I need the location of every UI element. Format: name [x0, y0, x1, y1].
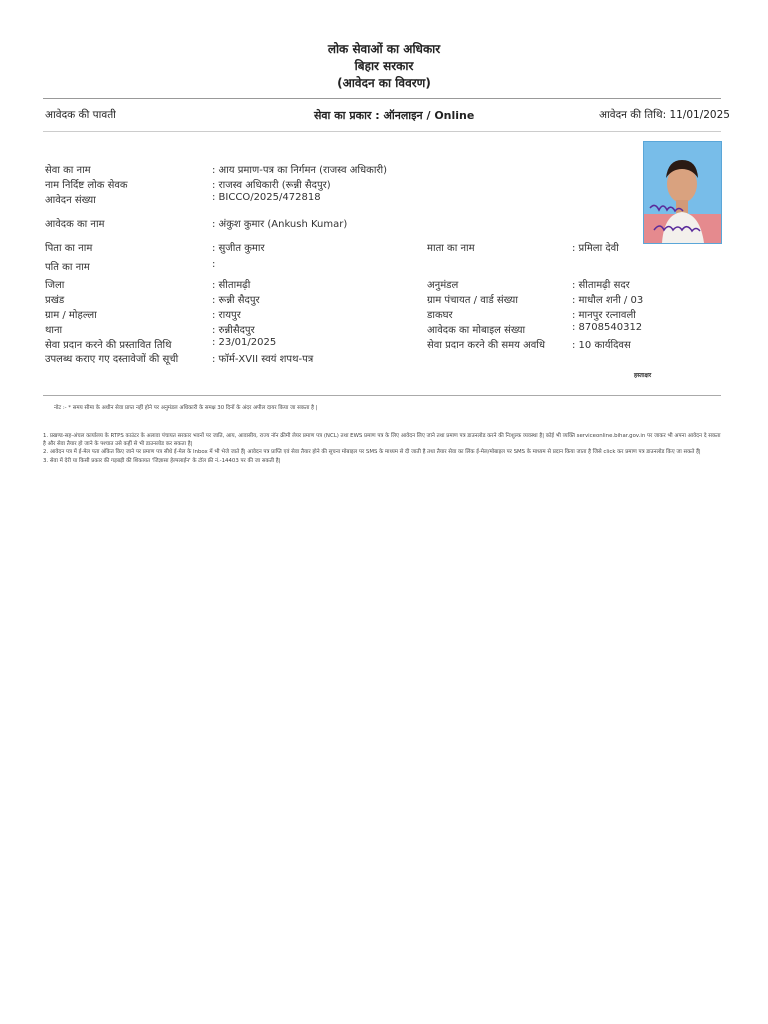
footnote-2: 2. आवेदन पत्र में ई-मेल पता अंकित किए जाने पर प्रमाण पत्र सीधे ई-मेल के Inbox में भी भेजे जाते हैं| आवेदन पत्र प्राप्ति एवं सेवा तैयार होने की सूचना मोबाइल पर SMS के माध्यम से दी जाती है तथा तैयार सेवा का लिंक ई-मेल/मोबाइल पर SMS के माध्यम से प्रदान किया जाता है जिसे click कर प्रमाण पत्र डाउनलोड किए जा सकते हैं| — [43, 449, 701, 456]
father-name-label: पिता का नाम — [45, 243, 93, 254]
subdivision-value: : सीतामढ़ी सदर — [572, 280, 630, 291]
district-value: : सीतामढ़ी — [212, 280, 251, 291]
post-office-label: डाकघर — [427, 310, 453, 321]
header-title: लोक सेवाओं का अधिकार — [327, 42, 441, 56]
service-name-value: : आय प्रमाण-पत्र का निर्गमन (राजस्व अधिकारी) — [212, 165, 388, 176]
district-label: जिला — [45, 280, 65, 291]
public-servant-label: नाम निर्दिष्ट लोक सेवक — [45, 180, 128, 191]
divider-top — [43, 98, 721, 99]
subdivision-label: अनुमंडल — [427, 280, 459, 291]
application-number-value: : BICCO/2025/472818 — [212, 192, 321, 203]
police-station-value: : रुन्नीसैदपुर — [212, 325, 255, 336]
documents-value: : फॉर्म-XVII स्वयं शपथ-पत्र — [212, 354, 314, 365]
divider-note — [43, 395, 721, 396]
appeal-note: नोट :- * समय सीमा के अधीन सेवा प्राप्त नहीं होने पर अनुमंडल अधिकारी के समक्ष 30 दिनों के अंदर अपील दायर किया जा सकता है | — [54, 405, 318, 411]
footnote-3: 3. सेवा में देरी या किसी प्रकार की गड़बड़ी की शिकायत 'जिज्ञासा हेल्पलाईन' के टॉल फ्री नं.-14403 पर की जा सकती है| — [43, 457, 281, 464]
applicant-name-value: : अंकुश कुमार (Ankush Kumar) — [212, 219, 348, 230]
service-type: सेवा का प्रकार : ऑनलाइन / Online — [314, 109, 475, 122]
mother-name-value: : प्रमिला देवी — [572, 243, 619, 254]
application-date: आवेदन की तिथि: 11/01/2025 — [599, 109, 730, 121]
signature-label: हस्ताक्षर — [634, 372, 652, 379]
public-servant-value: : राजस्व अधिकारी (रून्नी सैदपुर) — [212, 180, 331, 191]
father-name-value: : सुजीत कुमार — [212, 243, 265, 254]
police-station-label: थाना — [45, 325, 63, 336]
applicant-name-label: आवेदक का नाम — [45, 219, 105, 230]
proposed-date-label: सेवा प्रदान करने की प्रस्तावित तिथि — [45, 340, 172, 351]
village-label: ग्राम / मोहल्ला — [45, 310, 97, 321]
applicant-photo-image — [644, 142, 721, 243]
village-value: : रायपुर — [212, 310, 241, 321]
receipt-label: आवेदक की पावती — [45, 109, 116, 121]
post-office-value: : मानपुर रत्नावली — [572, 310, 636, 321]
applicant-photo — [643, 141, 722, 244]
divider-sub — [43, 131, 721, 132]
panchayat-label: ग्राम पंचायत / वार्ड संख्या — [427, 295, 518, 306]
header-subtitle: (आवेदन का विवरण) — [337, 76, 431, 90]
time-limit-value: : 10 कार्यदिवस — [572, 340, 631, 351]
documents-label: उपलब्ध कराए गए दस्तावेजों की सूची — [45, 354, 179, 365]
block-value: : रून्नी सैदपुर — [212, 295, 260, 306]
footnotes — [43, 432, 723, 465]
footnote-1: 1. प्रखण्ड-सह-अंचल कार्यालय के RTPS काउंटर के अलावा पंचायत सरकार भवनों पर जाति, आय, आवासीय, राज्य नॉन क्रीमी लेयर प्रमाण पत्र (NCL) तथा EWS प्रमाण पत्र के लिए आवेदन लिए जाने तथा प्रमाण पत्र डाउनलोड करने की निःशुल्क व्यवस्था है| कोई भी व्यक्ति serviceonline.bihar.gov.in पर जाकर भी अपना आवेदन दे सकता है और सेवा तैयार हो जाने के पश्चात उसे कहीं से भी डाउनलोड कर सकता है| — [43, 433, 721, 448]
husband-name-value: : — [212, 259, 216, 270]
mother-name-label: माता का नाम — [427, 243, 475, 254]
service-name-label: सेवा का नाम — [45, 165, 91, 176]
time-limit-label: सेवा प्रदान करने की समय अवधि — [427, 340, 546, 351]
block-label: प्रखंड — [45, 295, 65, 306]
header-government: बिहार सरकार — [354, 59, 414, 73]
mobile-label: आवेदक का मोबाइल संख्या — [427, 325, 526, 336]
application-number-label: आवेदन संख्या — [45, 195, 96, 206]
panchayat-value: : माधौल शनी / 03 — [572, 295, 644, 306]
proposed-date-value: : 23/01/2025 — [212, 337, 277, 348]
husband-name-label: पति का नाम — [45, 262, 90, 273]
mobile-value: : 8708540312 — [572, 322, 643, 333]
